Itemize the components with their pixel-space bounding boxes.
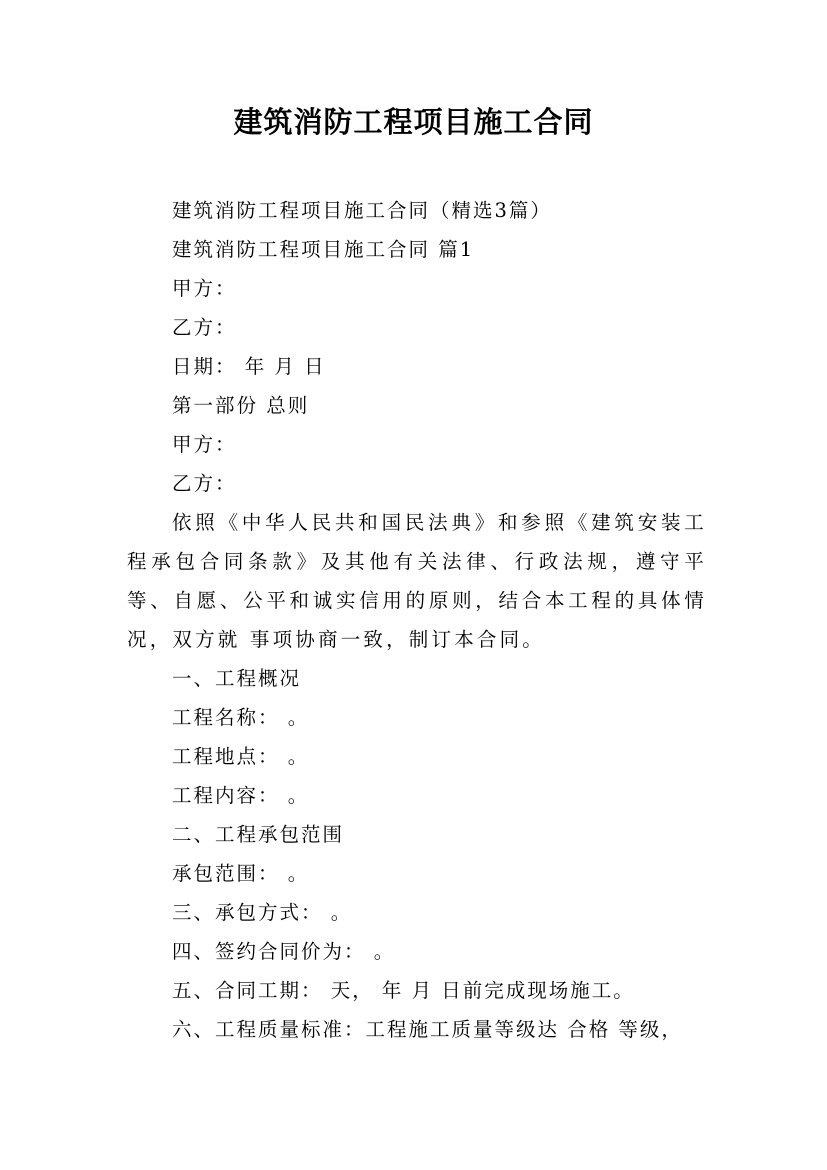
party-b-line: 乙方： (172, 316, 237, 339)
section-1-heading: 一、工程概况 (172, 667, 302, 690)
scope-line: 承包范围： 。 (172, 862, 310, 885)
project-content-line: 工程内容： 。 (172, 784, 310, 807)
party-a-line-2: 甲方： (172, 433, 237, 456)
project-location-line: 工程地点： 。 (172, 745, 310, 768)
party-b-line-2: 乙方： (172, 472, 237, 495)
project-name-line: 工程名称： 。 (172, 706, 310, 729)
section-general-heading: 第一部份 总则 (172, 394, 310, 417)
party-a-line: 甲方： (172, 277, 237, 300)
preamble-paragraph: 依照《中华人民共和国民法典》和参照《建筑安装工程承包合同条款》及其他有关法律、行政法规，遵守平等、自愿、公平和诚实信用的原则，结合本工程的具体情况，双方就 事项协商一致，制订本合同。 (127, 511, 707, 651)
section-3-line: 三、承包方式： 。 (172, 901, 353, 924)
section-5-line: 五、合同工期： 天， 年 月 日前完成现场施工。 (172, 979, 635, 1002)
document-subtitle: 建筑消防工程项目施工合同（精选3篇） (172, 199, 552, 222)
section-2-heading: 二、工程承包范围 (172, 823, 345, 846)
part-heading: 建筑消防工程项目施工合同 篇1 (172, 238, 475, 261)
document-title: 建筑消防工程项目施工合同 (233, 105, 594, 139)
section-6-line: 六、工程质量标准：工程施工质量等级达 合格 等级， (172, 1018, 683, 1041)
document-body (127, 191, 707, 1049)
section-4-line: 四、签约合同价为： 。 (172, 940, 396, 963)
date-line: 日期： 年 月 日 (172, 355, 326, 378)
